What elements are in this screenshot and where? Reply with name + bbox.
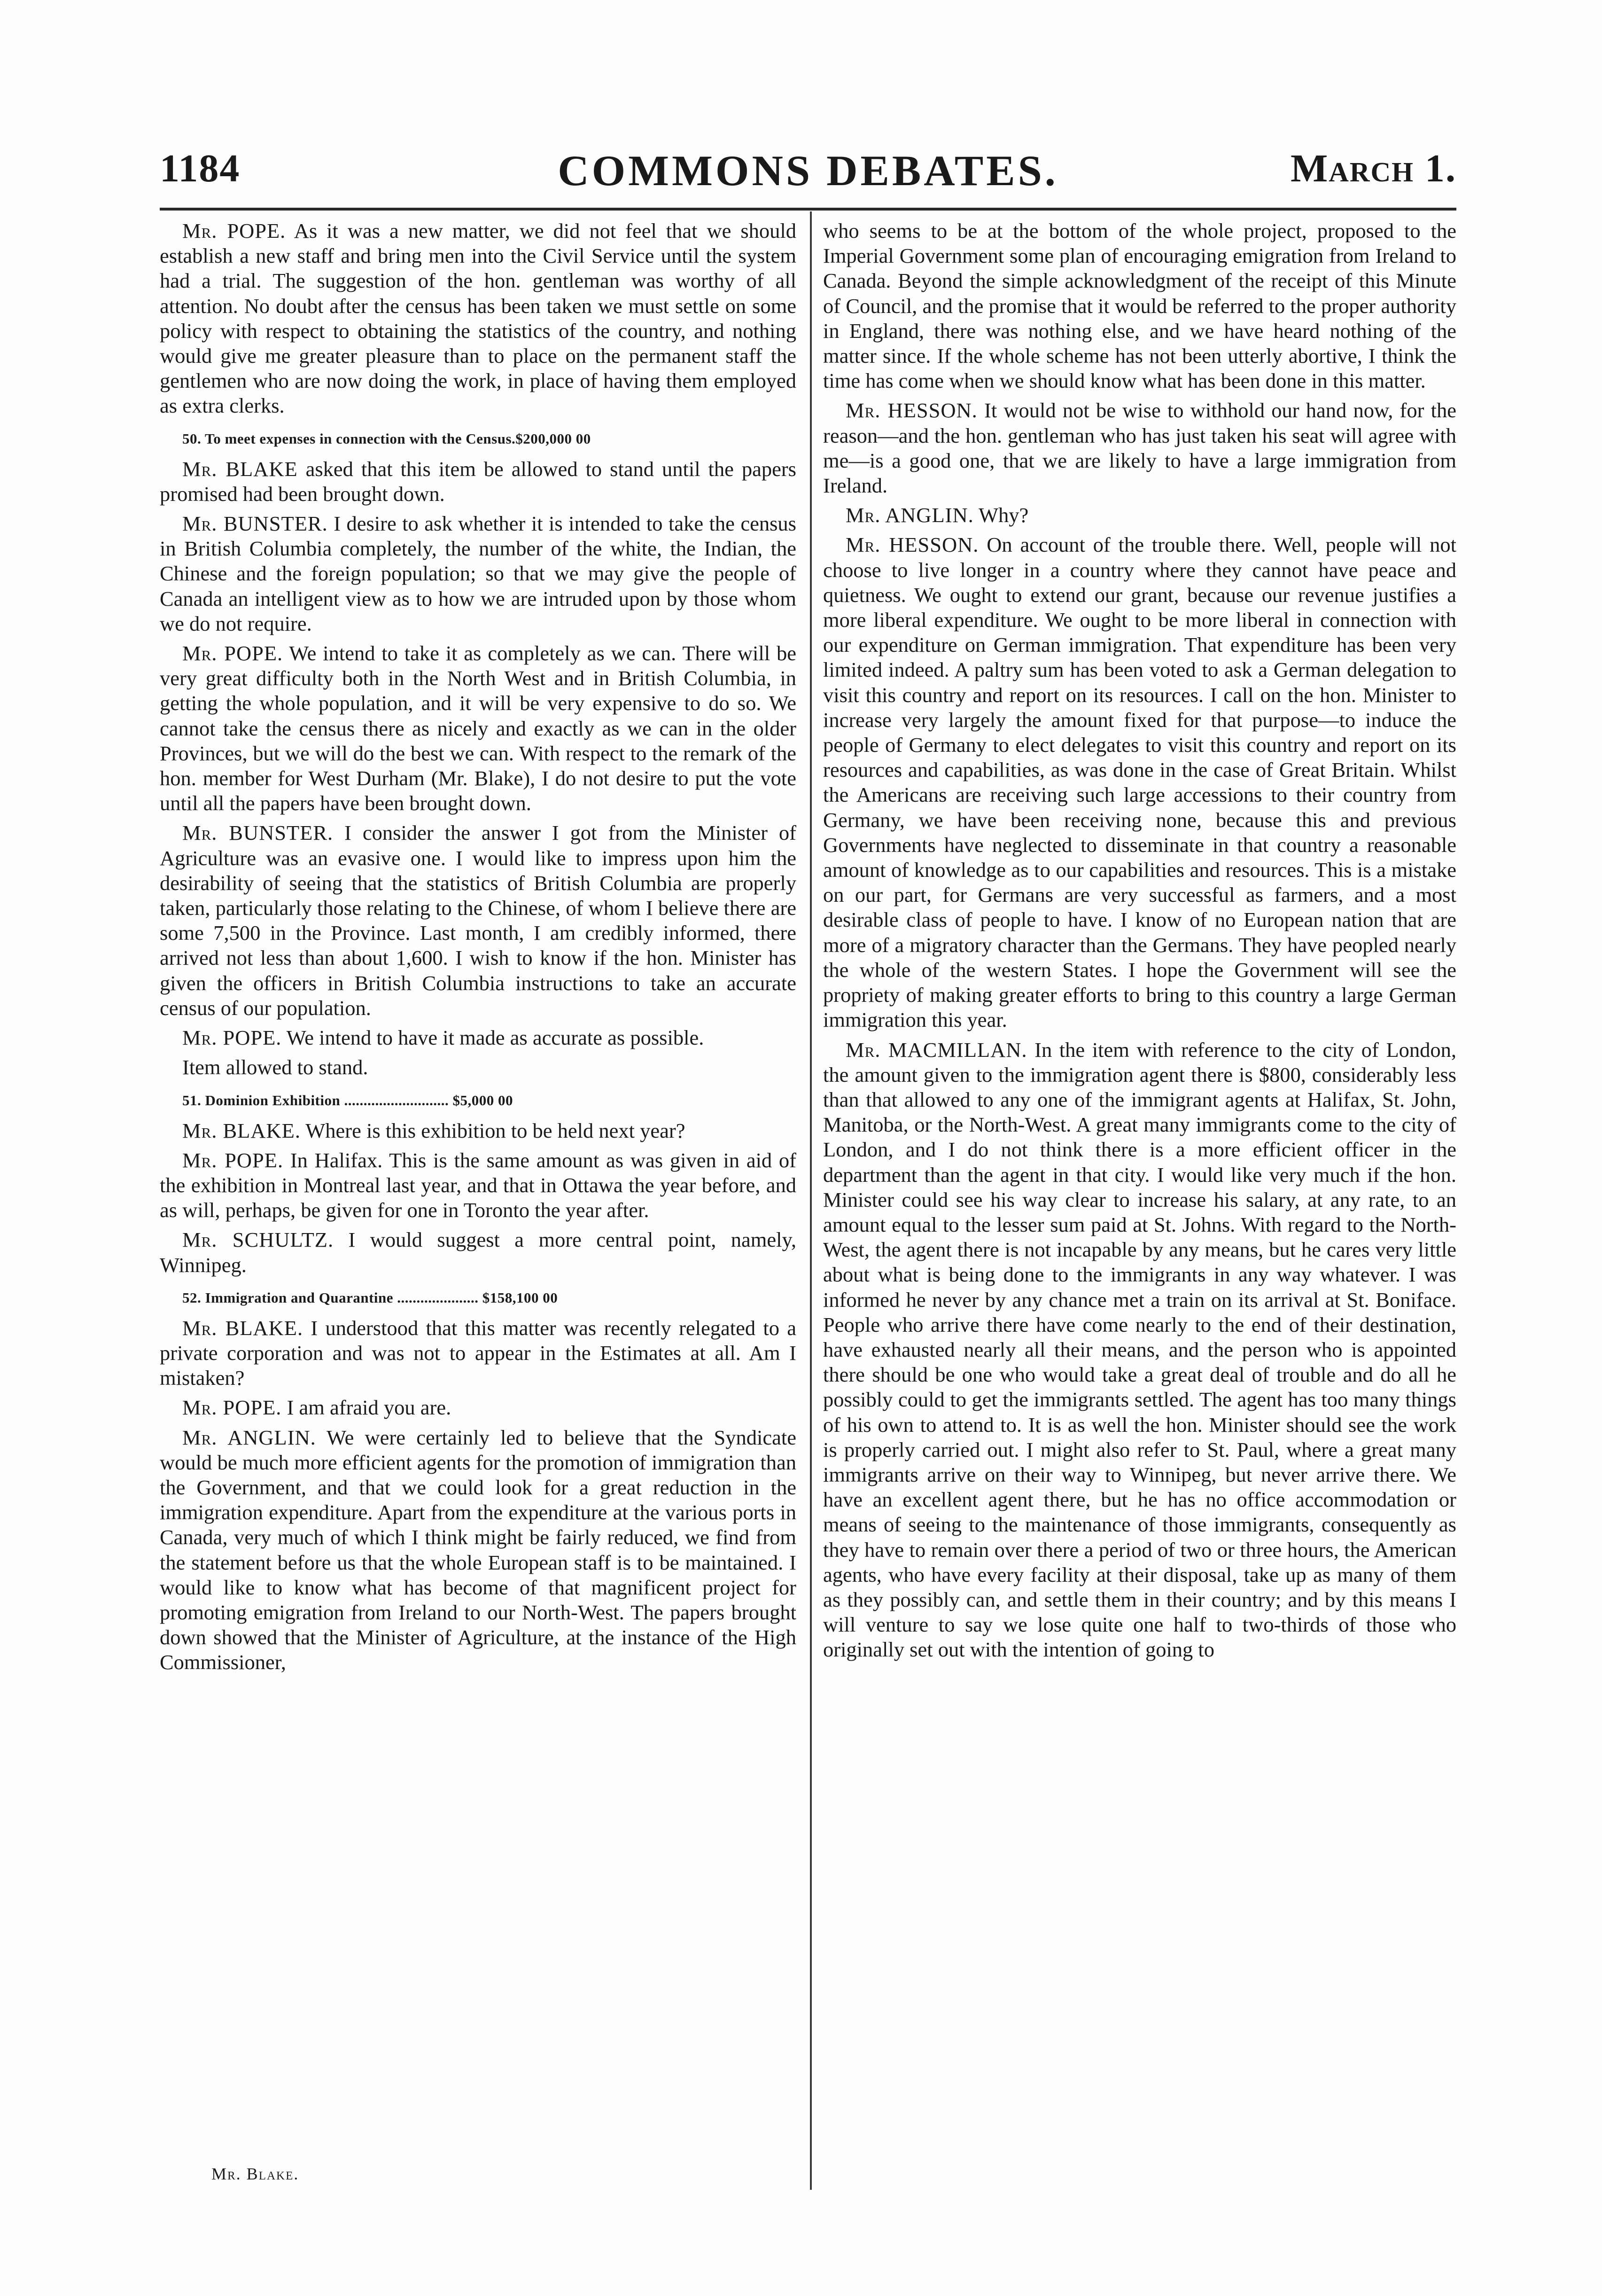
speech-text: Why? [979, 503, 1029, 527]
paragraph: who seems to be at the bottom of the whole project, proposed to the Imperial Government some plan of encouraging emigration from Ireland to Canada. Beyond the simple acknowledgment of the receipt of this Minute of Council, and the promise that it would be referred to the proper authority in England, there was nothing else, and we have heard nothing of the matter since. If the whole scheme has not been utterly abortive, I think the time has come when we should know what has been done in this matter. [823, 219, 1456, 393]
speaker-name: Mr. ANGLIN. [182, 1425, 316, 1449]
right-column [823, 219, 1456, 1663]
speech-paragraph [160, 1118, 796, 1143]
speech-paragraph [160, 219, 796, 419]
speaker-name: Mr. ANGLIN. [846, 503, 974, 527]
speaker-name: Mr. BUNSTER. [182, 821, 334, 845]
speaker-name: Mr. POPE. [182, 641, 283, 665]
speech-text: I consider the answer I got from the Minister of Agriculture was an evasive one. I would like to impress upon him the desirability of seeing that the statistics of British Columbia are properly taken, particularly those relating to the Chinese, of whom I believe there are some 7,500 in the Province. Last month, I am credibly informed, there arrived not less than about 1,600. I wish to know if the hon. Minister has given the officers in British Columbia instructions to take an accurate census of our population. [160, 821, 797, 1020]
speech-text: We were certainly led to believe that the Syndicate would be much more efficient agents for the promotion of immigration than the Government, and that we could look for a great reduction in the immigration expenditure. Apart from the expenditure at the various ports in Canada, very much of which I think might be fairly reduced, we find from the statement before us that the whole European staff is to be maintained. I would like to know what has become of that magnificent project for promoting emigration from Ireland to our North-West. The papers brought down showed that the Minister of Agriculture, at the instance of the High Commissioner, [160, 1425, 797, 1674]
speaker-name: Mr. BLAKE. [182, 1316, 303, 1340]
speaker-name: Mr. SCHULTZ. [182, 1228, 334, 1252]
page-number: 1184 [160, 147, 241, 190]
page-date: March 1. [1291, 147, 1456, 190]
speech-paragraph [823, 503, 1456, 528]
page-title: COMMONS DEBATES. [558, 147, 1058, 195]
speech-text: In Halifax. This is the same amount as was given in aid of the exhibition in Montreal last year, and that in Ottawa the year before, and as will, perhaps, be given for one in Toronto the year after. [160, 1148, 797, 1222]
speech-text: We intend to have it made as accurate as possible. [286, 1026, 704, 1050]
header-rule [160, 208, 1456, 211]
speaker-name: Mr. MACMILLAN. [846, 1038, 1027, 1062]
speech-text: I would suggest a more central point, namely, Winnipeg. [160, 1228, 797, 1277]
speaker-name: Mr. HESSON. [846, 533, 979, 557]
page-header [160, 141, 1456, 197]
speaker-name: Mr. BLAKE [182, 457, 298, 481]
speaker-name: Mr. POPE. [182, 1026, 282, 1050]
speech-paragraph [160, 820, 796, 1021]
estimate-item: 51. Dominion Exhibition ........................... $5,000 00 [182, 1092, 513, 1109]
speech-paragraph [823, 1038, 1456, 1663]
speech-text: In the item with reference to the city of London, the amount given to the immigration agent there is $800, considerably less than that allowed to any one of the immigrant agents at Halifax, St. John, Manitoba, or the North-West. A great many immigrants come to the city of London, and I do not think there is a more efficient officer in the department than the agent in that city. I would like very much if the hon. Minister could see his way clear to increase his salary, at any rate, to an amount equal to the lesser sum paid at St. Johns. With regard to the North-West, the agent there is not incapable by any means, but he cares very little about what is being done to the immigrants in any way whatever. I was informed he never by any chance met a train on its arrival at St. Boniface. People who arrive there have come nearly to the end of their destination, have exhausted nearly all their means, and the person who is appointed there should be one who would take a great deal of trouble and do all he possibly could to get the immigrants settled. The agent has too many things of his own to attend to. It is as well the hon. Minister should see the work is properly carried out. I might also refer to St. Paul, where a great many immigrants arrive on their way to Winnipeg, but never arrive there. We have an excellent agent there, but he has no office accommodation or means of seeing to the maintenance of those immigrants, consequently as they have to remain over there a period of two or three hours, the American agents, who have every facility at their disposal, take up as many of them as they possibly can, and settle them in their country; and by this means I will venture to say we lose quite one half to two-thirds of those who originally set out with the intention of going to [823, 1038, 1457, 1662]
speech-paragraph [160, 1227, 796, 1277]
speech-paragraph [160, 457, 796, 507]
speaker-name: Mr. BLAKE. [182, 1118, 301, 1142]
speech-text: asked that this item be allowed to stand until the papers promised had been brought down. [160, 457, 796, 506]
speech-text: I desire to ask whether it is intended to take the census in British Columbia completely, the number of the white, the Indian, the Chinese and the foreign population; so that we may give the people of Canada an intelligent view as to how we are intruded upon by those whom we do not require. [160, 512, 796, 635]
speech-text: It would not be wise to withhold our hand now, for the reason—and the hon. gentleman who has just taken his seat will agree with me—is a good one, that we are likely to have a large immigration from Ireland. [823, 398, 1456, 498]
speaker-name: Mr. POPE. [182, 1396, 282, 1420]
speech-paragraph [823, 398, 1456, 498]
speech-text: As it was a new matter, we did not feel that we should establish a new staff and bring men into the Civil Service until the system had a trial. The suggestion of the hon. gentleman was worthy of all attention. No doubt after the census has been taken we must settle on some policy with respect to obtaining the statistics of the country, and nothing would give me greater pleasure than to place on the permanent staff the gentlemen who are now doing the work, in place of having them employed as extra clerks. [160, 219, 796, 418]
speech-text: Where is this exhibition to be held next year? [305, 1118, 685, 1142]
speech-paragraph [160, 1025, 796, 1050]
speech-paragraph [160, 1316, 796, 1391]
speaker-name: Mr. BUNSTER. [182, 512, 328, 536]
left-column [160, 219, 796, 1675]
estimate-item: 52. Immigration and Quarantine ..................... $158,100 00 [182, 1289, 558, 1306]
speaker-name: Mr. POPE. [182, 1148, 284, 1172]
speech-text: We intend to take it as completely as we can. There will be very great difficulty both in the North West and in British Columbia, in getting the whole population, and it will be very expensive to do so. We cannot take the census there as nicely and exactly as we can in the older Provinces, but we will do the best we can. With respect to the remark of the hon. member for West Durham (Mr. Blake), I do not desire to put the vote until all the papers have been brought down. [160, 641, 796, 815]
speaker-name: Mr. POPE. [182, 219, 286, 242]
speech-paragraph [160, 1425, 796, 1675]
speech-text: On account of the trouble there. Well, people will not choose to live longer in a country where they cannot have peace and quietness. We ought to extend our grant, because our revenue justifies a more liberal expenditure. We ought to be more liberal in connection with our expenditure on German immigration. That expenditure has been very limited indeed. A paltry sum has been voted to ask a German delegation to visit this country and report on its resources. I call on the hon. Minister to increase very largely the amount fixed for that purpose—to induce the people of Germany to elect delegates to visit this country and report on its resources and capabilities, as was done in the case of Great Britain. Whilst the Americans are receiving such large accessions to their country from Germany, we have been receiving none, because this and previous Governments have neglected to disseminate in that country a reasonable amount of knowledge as to our capabilities and resources. This is a mistake on our part, for Germans are very successful as farmers, and a most desirable class of people to have. I know of no European nation that are more of a migratory character than the Germans. They have peopled nearly the whole of the western States. I hope the Government will see the propriety of making greater efforts to bring to this country a large German immigration this year. [823, 533, 1456, 1032]
speaker-name: Mr. HESSON. [846, 398, 978, 422]
speech-paragraph [160, 641, 796, 816]
column-divider [810, 211, 812, 2190]
speech-text: I understood that this matter was recently relegated to a private corporation and was not to appear in the Estimates at all. Am I mistaken? [160, 1316, 796, 1390]
speech-paragraph [160, 1148, 796, 1223]
speech-paragraph [823, 532, 1456, 1032]
speech-text: I am afraid you are. [287, 1396, 451, 1420]
paragraph: Item allowed to stand. [182, 1055, 368, 1079]
estimate-item: 50. To meet expenses in connection with the Census.$200,000 00 [182, 430, 591, 447]
speech-paragraph [160, 511, 796, 636]
footer-name: Mr. Blake. [211, 2164, 299, 2183]
speech-paragraph [160, 1395, 796, 1420]
